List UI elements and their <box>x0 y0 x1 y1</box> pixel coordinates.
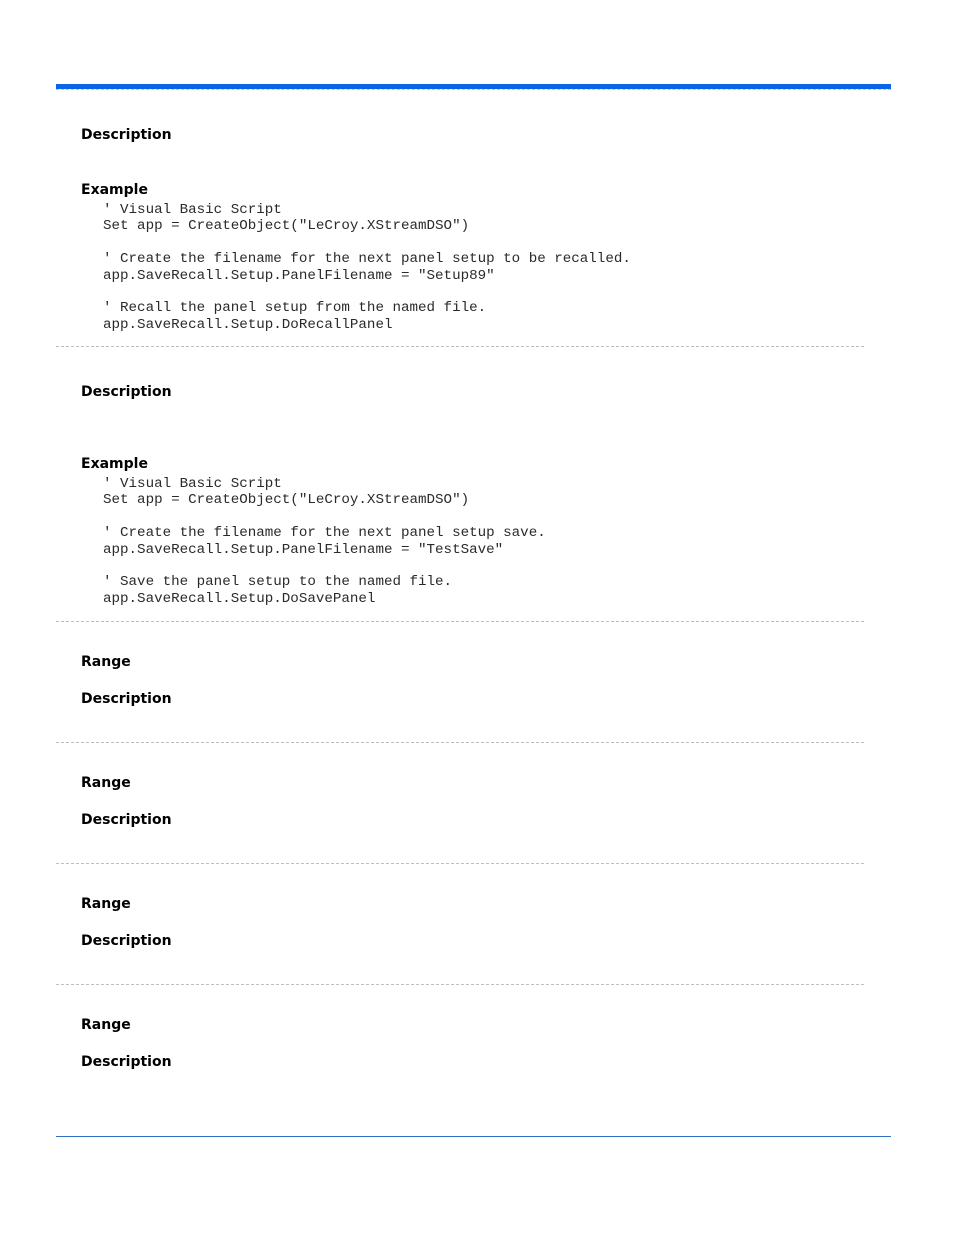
range-heading: Range <box>81 654 131 670</box>
code-line: app.SaveRecall.Setup.DoRecallPanel <box>103 316 393 333</box>
code-line: ' Visual Basic Script <box>103 476 282 492</box>
section-divider <box>56 346 864 347</box>
example-heading: Example <box>81 456 148 472</box>
description-heading: Description <box>81 691 172 707</box>
code-line: ' Create the filename for the next panel setup save. <box>103 525 546 542</box>
code-line: ' Visual Basic Script <box>103 202 282 218</box>
code-line: ' Recall the panel setup from the named file. <box>103 300 487 317</box>
code-line: app.SaveRecall.Setup.PanelFilename = "TestSave" <box>103 541 504 558</box>
code-line: Set app = CreateObject("LeCroy.XStreamDSO") <box>103 492 470 509</box>
code-line: app.SaveRecall.Setup.DoSavePanel <box>103 590 376 607</box>
description-heading: Description <box>81 933 172 949</box>
range-heading: Range <box>81 775 131 791</box>
header-rule-dashed <box>56 89 891 90</box>
code-line: app.SaveRecall.Setup.PanelFilename = "Setup89" <box>103 267 495 284</box>
section-divider <box>56 863 864 864</box>
section-divider <box>56 742 864 743</box>
description-heading: Description <box>81 812 172 828</box>
description-heading: Description <box>81 127 172 143</box>
code-example <box>103 202 631 333</box>
code-example <box>103 476 546 607</box>
footer-rule <box>56 1136 891 1137</box>
range-heading: Range <box>81 1017 131 1033</box>
description-heading: Description <box>81 384 172 400</box>
section-divider <box>56 621 864 622</box>
code-line: ' Create the filename for the next panel setup to be recalled. <box>103 251 631 268</box>
example-heading: Example <box>81 182 148 198</box>
description-heading: Description <box>81 1054 172 1070</box>
code-line: ' Save the panel setup to the named file. <box>103 574 453 591</box>
range-heading: Range <box>81 896 131 912</box>
code-line: Set app = CreateObject("LeCroy.XStreamDSO") <box>103 218 470 235</box>
section-divider <box>56 984 864 985</box>
